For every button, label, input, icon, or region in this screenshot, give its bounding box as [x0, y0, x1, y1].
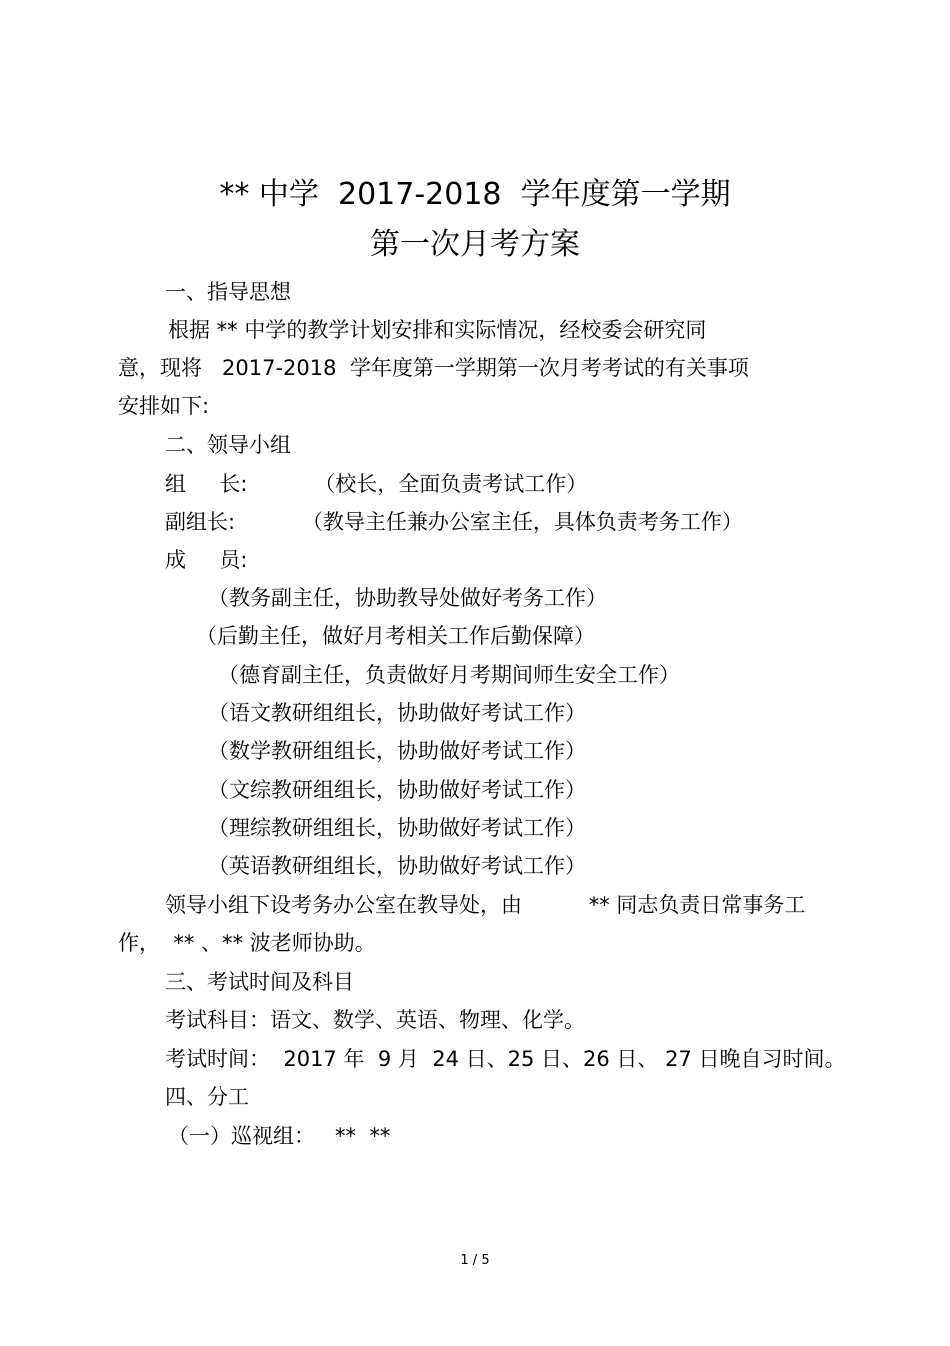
members-label: 成 员:: [165, 548, 248, 572]
section4-heading: 四、分工: [165, 1085, 249, 1109]
document-title-line2: 第一次月考方案: [370, 227, 580, 262]
member-item: （德育副主任，负责做好月考期间师生安全工作）: [218, 663, 680, 687]
deputy-leader-line: 副组长: （教导主任兼办公室主任，具体负责考务工作）: [165, 510, 743, 534]
member-item: （英语教研组组长，协助做好考试工作）: [208, 854, 586, 878]
exam-office-line1: 领导小组下设考务办公室在教导处，由 ** 同志负责日常事务工: [165, 893, 806, 917]
exam-subjects-line: 考试科目：语文、数学、英语、物理、化学。: [165, 1008, 585, 1032]
member-item: （理综教研组组长，协助做好考试工作）: [208, 816, 586, 840]
section3-heading: 三、考试时间及科目: [165, 970, 354, 994]
section1-paragraph-line1: 根据 ** 中学的教学计划安排和实际情况，经校委会研究同: [168, 318, 707, 342]
leader-line: 组 长: （校长，全面负责考试工作）: [165, 472, 588, 496]
member-item: （文综教研组组长，协助做好考试工作）: [208, 778, 586, 802]
section1-heading: 一、指导思想: [165, 280, 291, 304]
member-item: （教务副主任，协助教导处做好考务工作）: [208, 586, 607, 610]
section1-paragraph-line3: 安排如下:: [118, 394, 210, 418]
exam-office-line2: 作， ** 、** 波老师协助。: [118, 931, 376, 955]
exam-time-line: 考试时间： 2017 年 9 月 24 日、25 日、26 日、 27 日晚自习时间。: [165, 1047, 846, 1071]
page-number: 1 / 5: [460, 1253, 490, 1268]
member-item: （后勤主任，做好月考相关工作后勤保障）: [196, 624, 595, 648]
document-title-line1: ** 中学 2017-2018 学年度第一学期: [219, 177, 731, 212]
section1-paragraph-line2: 意，现将 2017-2018 学年度第一学期第一次月考考试的有关事项: [118, 356, 749, 380]
member-item: （数学教研组组长，协助做好考试工作）: [208, 739, 586, 763]
member-item: （语文教研组组长，协助做好考试工作）: [208, 701, 586, 725]
section2-heading: 二、领导小组: [165, 433, 291, 457]
patrol-group-line: （一）巡视组： ** **: [168, 1124, 391, 1148]
